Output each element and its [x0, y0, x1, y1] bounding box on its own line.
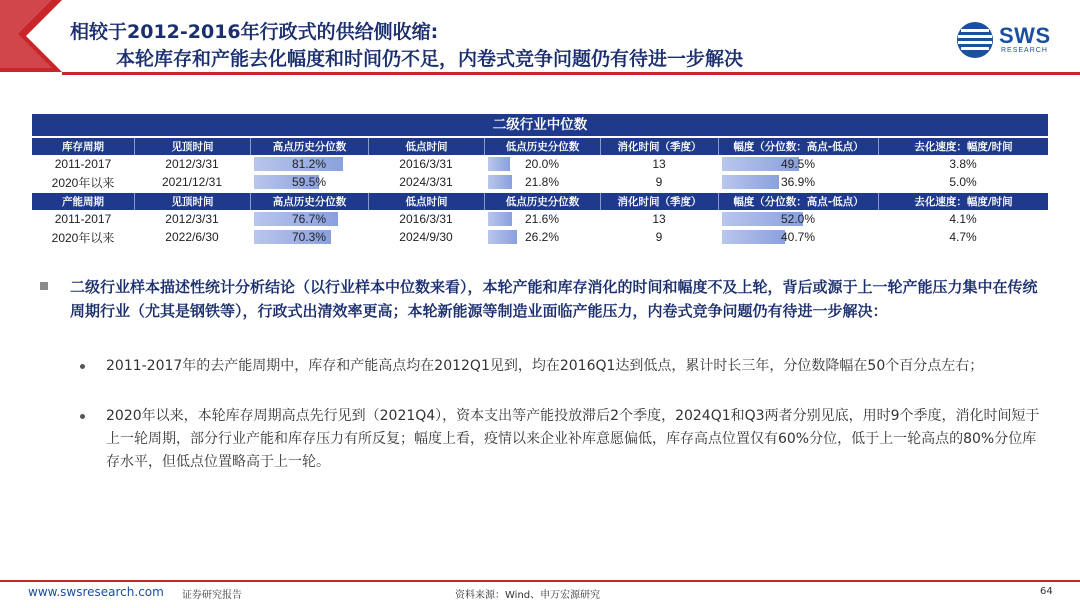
header-cell: 幅度（分位数：高点-低点）: [718, 138, 878, 155]
period-cell: 2011-2017: [54, 157, 112, 171]
peak-time-cell: 2012/3/31: [165, 157, 219, 171]
sws-logo: [955, 20, 1055, 60]
speed-cell: 5.0%: [949, 175, 977, 189]
header-red-shape: [0, 0, 70, 78]
amplitude-value: 40.7%: [780, 230, 816, 244]
footer-source: 资料来源：Wind、申万宏源研究: [455, 590, 601, 601]
logo-globe-icon: [955, 20, 995, 60]
header-cell: 消化时间（季度）: [600, 193, 718, 210]
amplitude-value: 49.5%: [780, 157, 816, 171]
trough-time-cell: 2024/9/30: [399, 230, 453, 244]
header-cell: 低点时间: [368, 193, 484, 210]
header-cell: 产能周期: [62, 196, 104, 208]
trough-pct-cell: [484, 228, 600, 246]
peak-pct-value: 76.7%: [291, 212, 327, 226]
quarters-cell: 13: [652, 212, 666, 226]
data-bar: [488, 230, 517, 244]
peak-time-cell: 2022/6/30: [165, 230, 219, 244]
page-subtitle: 本轮库存和产能去化幅度和时间仍不足，内卷式竞争问题仍有待进一步解决: [116, 48, 744, 70]
dot-bullet-icon: [80, 414, 85, 419]
peak-pct-value: 70.3%: [291, 230, 327, 244]
amplitude-cell: [718, 155, 878, 173]
header-divider: [62, 72, 1080, 75]
header-cell: 高点历史分位数: [250, 193, 368, 210]
period-cell: 2011-2017: [54, 212, 112, 226]
data-bar: [722, 175, 779, 189]
header-cell: 低点历史分位数: [484, 138, 600, 155]
data-bar: [722, 230, 785, 244]
header-cell: 幅度（分位数：高点-低点）: [718, 193, 878, 210]
data-bar: [488, 157, 510, 171]
table-row: [32, 210, 1048, 228]
quarters-cell: 9: [655, 230, 663, 244]
peak-pct-cell: [250, 228, 368, 246]
main-conclusion: [40, 276, 1050, 323]
sub-point-text: 2011-2017年的去产能周期中，库存和产能高点均在2012Q1见到，均在2016Q1达到低点，累计时长三年，分位数降幅在50个百分点左右；: [106, 358, 984, 374]
header-cell: 低点历史分位数: [484, 193, 600, 210]
trough-time-cell: 2024/3/31: [399, 175, 453, 189]
header-cell: 去化速度：幅度/时间: [878, 138, 1048, 155]
peak-pct-value: 59.5%: [291, 175, 327, 189]
header-cell: 高点历史分位数: [250, 138, 368, 155]
sub-point-text: 2020年以来，本轮库存周期高点先行见到（2021Q4），资本支出等产能投放滞后2个季度，2024Q1和Q3两者分别见底，用时9个季度，消化时间短于上一轮周期，部分行业产能和库存压力有所反复；幅度上看，疫情以来企业补库意愿偏低，库存高点位置仅有60%分位，低于上一轮高点的80%分位库存水平，但低点位置略高于上一轮。: [106, 408, 1040, 470]
slide-header: [0, 0, 1080, 78]
trough-pct-value: 21.6%: [524, 212, 560, 226]
amplitude-value: 36.9%: [780, 175, 816, 189]
trough-pct-value: 26.2%: [524, 230, 560, 244]
trough-time-cell: 2016/3/31: [399, 212, 453, 226]
amplitude-cell: [718, 210, 878, 228]
header-cell: 库存周期: [62, 141, 104, 153]
dot-bullet-icon: [80, 364, 85, 369]
sub-point: [80, 355, 1050, 378]
footer-url-link[interactable]: www.swsresearch.com: [28, 585, 164, 599]
quarters-cell: 9: [655, 175, 663, 189]
period-cell: 2020年以来: [51, 230, 115, 245]
trough-pct-cell: [484, 210, 600, 228]
table-row: [32, 173, 1048, 191]
logo-text: SWS: [999, 23, 1051, 48]
trough-pct-cell: [484, 155, 600, 173]
peak-pct-cell: [250, 210, 368, 228]
data-bar: [488, 175, 512, 189]
table-header-row: [32, 191, 1048, 210]
table-header-row: [32, 136, 1048, 155]
speed-cell: 4.7%: [949, 230, 977, 244]
peak-time-cell: 2021/12/31: [161, 175, 223, 189]
logo-subtext: RESEARCH: [1001, 47, 1048, 54]
median-table: [32, 114, 1048, 246]
quarters-cell: 13: [652, 157, 666, 171]
trough-time-cell: 2016/3/31: [399, 157, 453, 171]
amplitude-value: 52.0%: [780, 212, 816, 226]
header-cell: 消化时间（季度）: [600, 138, 718, 155]
footer-divider: [0, 580, 1080, 582]
period-cell: 2020年以来: [51, 175, 115, 190]
table-row: [32, 228, 1048, 246]
trough-pct-value: 21.8%: [524, 175, 560, 189]
sub-point: [80, 405, 1050, 474]
table-title: 二级行业中位数: [32, 114, 1048, 136]
peak-pct-value: 81.2%: [291, 157, 327, 171]
amplitude-cell: [718, 173, 878, 191]
header-cell: 低点时间: [368, 138, 484, 155]
table-row: [32, 155, 1048, 173]
amplitude-cell: [718, 228, 878, 246]
page-number: 64: [1040, 586, 1053, 597]
trough-pct-value: 20.0%: [524, 157, 560, 171]
speed-cell: 3.8%: [949, 157, 977, 171]
header-cell: 去化速度：幅度/时间: [878, 193, 1048, 210]
speed-cell: 4.1%: [949, 212, 977, 226]
square-bullet-icon: [40, 282, 48, 290]
data-bar: [488, 212, 512, 226]
header-cell: 见顶时间: [134, 138, 250, 155]
trough-pct-cell: [484, 173, 600, 191]
peak-pct-cell: [250, 173, 368, 191]
header-cell: 见顶时间: [134, 193, 250, 210]
footer-report-tag: 证券研究报告: [182, 590, 242, 601]
peak-pct-cell: [250, 155, 368, 173]
page-title: 相较于2012-2016年行政式的供给侧收缩:: [70, 21, 439, 43]
peak-time-cell: 2012/3/31: [165, 212, 219, 226]
main-conclusion-text: 二级行业样本描述性统计分析结论（以行业样本中位数来看），本轮产能和库存消化的时间和幅度不及上轮，背后或源于上一轮产能压力集中在传统周期行业（尤其是钢铁等），行政式出清效率更高；本轮新能源等制造业面临产能压力，内卷式竞争问题仍有待进一步解决：: [70, 278, 1038, 320]
